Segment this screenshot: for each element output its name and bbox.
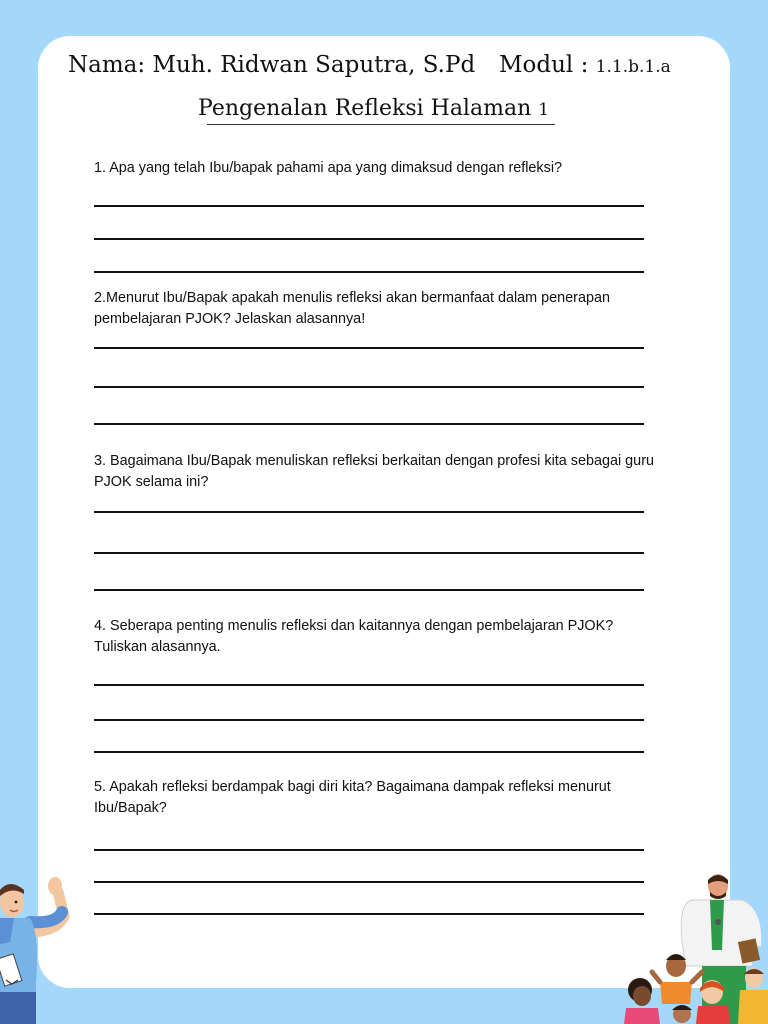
page-title: [198, 96, 549, 121]
answer-line[interactable]: [94, 913, 644, 915]
title-underline: [207, 124, 555, 125]
question-2: 2.Menurut Ibu/Bapak apakah menulis refleksi akan bermanfaat dalam penerapan pembelajaran PJOK? Jelaskan alasannya!: [94, 290, 610, 327]
question-3: 3. Bagaimana Ibu/Bapak menuliskan refleksi berkaitan dengan profesi kita sebagai guru PJOK selama ini?: [94, 453, 654, 490]
question-1: 1. Apa yang telah Ibu/bapak pahami apa yang dimaksud dengan refleksi?: [94, 160, 563, 176]
answer-line[interactable]: [94, 511, 644, 513]
answer-line[interactable]: [94, 423, 644, 425]
modul-label-text: Modul :: [499, 52, 596, 78]
answer-line[interactable]: [94, 881, 644, 883]
answer-line[interactable]: [94, 271, 644, 273]
modul-code: 1.1.b.1.a: [595, 57, 671, 77]
answer-line[interactable]: [94, 751, 644, 753]
answer-line[interactable]: [94, 386, 644, 388]
answer-line[interactable]: [94, 684, 644, 686]
answer-line[interactable]: [94, 347, 644, 349]
answer-line[interactable]: [94, 589, 644, 591]
answer-line[interactable]: [94, 719, 644, 721]
modul-label: [499, 52, 671, 78]
question-5: 5. Apakah refleksi berdampak bagi diri kita? Bagaimana dampak refleksi menurut Ibu/Bapak?: [94, 779, 611, 816]
teacher-with-children-illustration: [612, 870, 768, 1024]
page-number: 1: [538, 100, 550, 120]
answer-line[interactable]: [94, 552, 644, 554]
answer-line[interactable]: [94, 205, 644, 207]
page-title-text: Pengenalan Refleksi Halaman: [198, 96, 539, 121]
answer-line[interactable]: [94, 849, 644, 851]
answer-line[interactable]: [94, 238, 644, 240]
teacher-waving-illustration: [0, 872, 80, 1024]
teacher-name: Nama: Muh. Ridwan Saputra, S.Pd: [68, 52, 476, 78]
question-4: 4. Seberapa penting menulis refleksi dan kaitannya dengan pembelajaran PJOK? Tuliskan alasannya.: [94, 618, 614, 655]
